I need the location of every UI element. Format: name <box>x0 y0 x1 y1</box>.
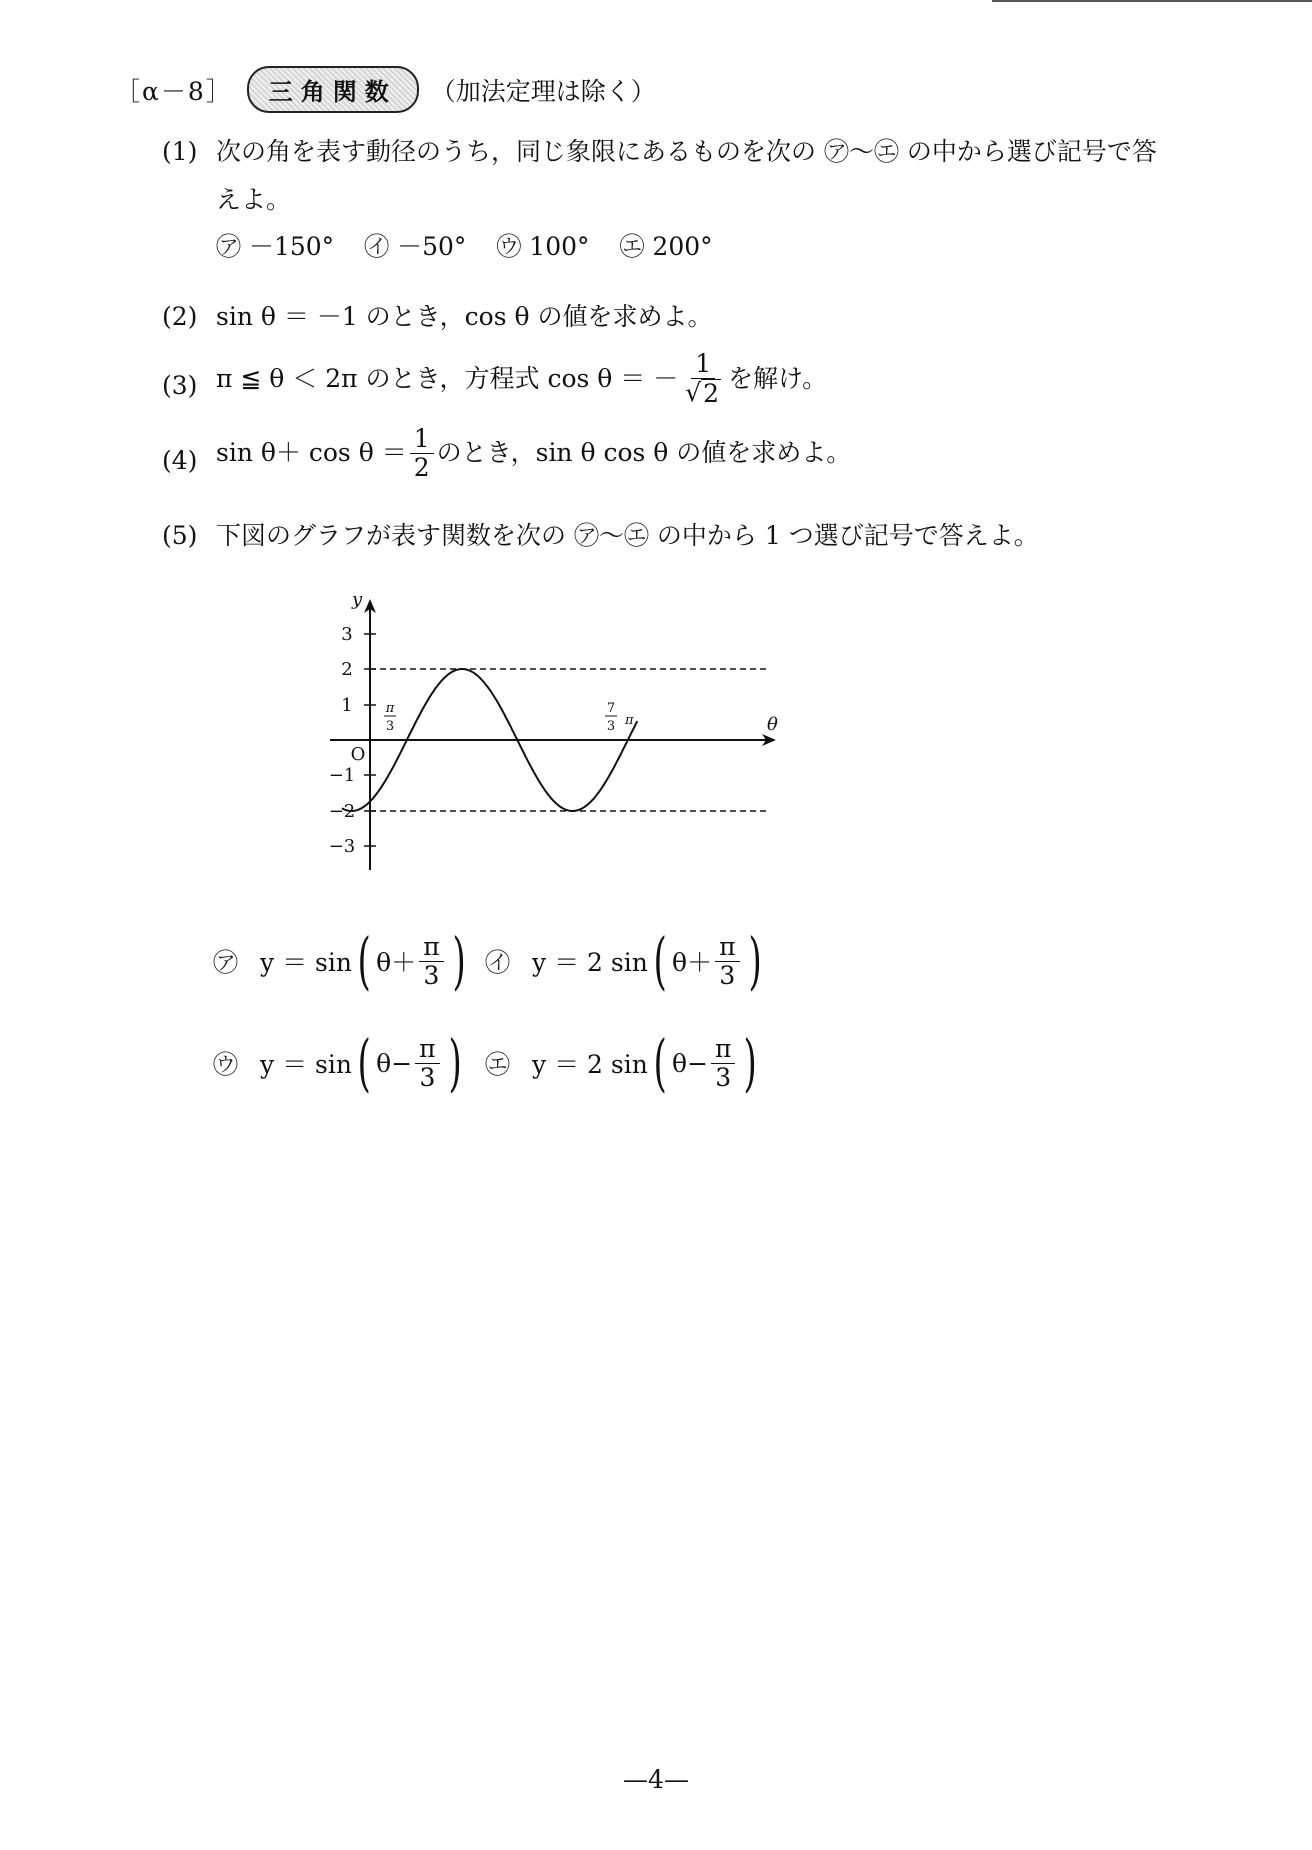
question-number: (2) <box>162 302 198 331</box>
x-axis-label: θ <box>767 714 778 735</box>
label-pi3-num: π <box>385 701 395 716</box>
option-fraction <box>415 1035 439 1091</box>
fraction-numerator: π <box>415 1035 439 1064</box>
question-text: 次の角を表す動径のうち，同じ象限にあるものを次の ㋐～㋓ の中から選び記号で答 <box>216 137 1157 166</box>
top-edge-line <box>992 0 1312 2</box>
question-4 <box>162 425 1216 481</box>
page-number: —4— <box>623 1765 689 1794</box>
option-function: y ＝ 2 sin <box>532 948 648 977</box>
fraction-numerator: π <box>715 933 739 962</box>
tick-label-1: 1 <box>341 695 353 716</box>
fraction <box>410 425 434 481</box>
question-text: π ≦ θ ＜ 2π のとき，方程式 cos θ ＝ － <box>216 363 679 393</box>
question-number: (4) <box>162 446 198 475</box>
question-2 <box>162 293 1216 341</box>
left-paren: ( <box>357 924 371 997</box>
fraction-denominator: 3 <box>423 960 440 990</box>
question-number: (1) <box>162 137 198 166</box>
section-id: ［α－8］ <box>115 76 233 106</box>
topic-badge: 三角関数 <box>247 66 419 113</box>
sqrt-symbol: √ <box>685 377 702 407</box>
question-number: (3) <box>162 371 198 400</box>
section-note: （加法定理は除く） <box>430 76 656 106</box>
choice-b: ㋑ －50° <box>364 232 467 261</box>
fraction-denominator: 2 <box>413 452 430 482</box>
fraction-denominator: 3 <box>719 960 736 990</box>
choice-c: ㋒ 100° <box>496 232 590 261</box>
option-function: y ＝ sin <box>260 948 352 977</box>
question-text-post: のとき，sin θ cos θ の値を求めよ。 <box>436 438 852 468</box>
left-paren: ( <box>653 924 667 997</box>
option-label: ㋓ <box>485 1050 511 1079</box>
option-label: ㋐ <box>213 948 239 977</box>
option-fraction <box>711 1035 735 1091</box>
option-inner: θ＋ <box>376 948 417 977</box>
right-paren: ) <box>743 1026 758 1099</box>
option-fraction <box>419 933 443 989</box>
tick-label-m3: −3 <box>328 836 356 857</box>
right-paren: ) <box>452 924 466 997</box>
left-paren: ( <box>357 1026 371 1099</box>
option-a <box>213 924 471 997</box>
option-c <box>213 1026 467 1099</box>
option-function: y ＝ 2 sin <box>532 1050 648 1079</box>
question-number: (5) <box>162 521 198 550</box>
question-text: 下図のグラフが表す関数を次の ㋐～㋓ の中から 1 つ選び記号で答えよ。 <box>216 521 1039 550</box>
y-axis-label: y <box>352 589 363 610</box>
radicand: 2 <box>703 378 720 408</box>
choice-a: ㋐ －150° <box>216 232 335 261</box>
label-7pi3-num: 7 <box>606 701 616 716</box>
right-paren: ) <box>448 1026 462 1099</box>
question-5 <box>162 512 1216 560</box>
fraction-denominator: 3 <box>715 1062 732 1092</box>
fraction-numerator: π <box>419 933 443 962</box>
option-b <box>485 924 767 997</box>
choice-list <box>216 223 1216 271</box>
choice-d: ㋓ 200° <box>619 232 713 261</box>
sine-graph <box>300 585 800 875</box>
question-text: sin θ＋ cos θ ＝ <box>216 438 407 468</box>
label-pi3-den: 3 <box>385 719 395 734</box>
tick-label-2: 2 <box>341 659 353 680</box>
fraction-denominator <box>681 379 725 408</box>
fraction-numerator: 1 <box>691 350 715 379</box>
option-label: ㋑ <box>485 948 511 977</box>
question-text-cont: えよ。 <box>216 184 292 214</box>
fraction-denominator: 3 <box>419 1062 436 1092</box>
fraction <box>681 350 725 407</box>
question-text-post: を解け。 <box>728 363 828 393</box>
fraction-numerator: π <box>711 1035 735 1064</box>
label-7pi3-suffix: π <box>625 713 634 728</box>
option-label: ㋒ <box>213 1050 239 1079</box>
label-7pi3-den: 3 <box>606 719 616 734</box>
tick-label-3: 3 <box>341 624 353 645</box>
option-inner: θ＋ <box>672 948 713 977</box>
option-d <box>485 1026 763 1099</box>
fraction-numerator: 1 <box>410 425 434 454</box>
question-text: sin θ ＝ －1 のとき，cos θ の値を求めよ。 <box>216 302 713 331</box>
tick-label-m1: −1 <box>328 765 356 786</box>
option-function: y ＝ sin <box>260 1050 352 1079</box>
left-paren: ( <box>653 1026 667 1099</box>
origin-label: O <box>350 744 366 765</box>
option-inner: θ− <box>376 1048 413 1078</box>
right-paren: ) <box>747 924 762 997</box>
option-fraction <box>715 933 739 989</box>
question-3 <box>162 350 1216 407</box>
question-1 <box>162 128 1216 271</box>
tick-label-m2: −2 <box>328 801 356 822</box>
option-inner: θ− <box>672 1048 709 1078</box>
section-header <box>115 66 656 113</box>
